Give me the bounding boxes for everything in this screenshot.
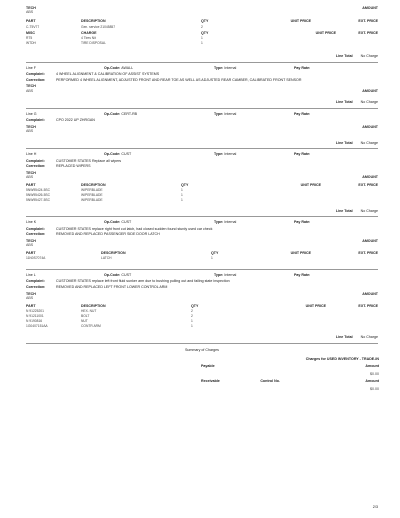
divider — [26, 216, 378, 217]
tech-header: TECH — [26, 170, 36, 175]
charges-header: Charges for USED INVENTORY - TRADE-IN — [305, 356, 379, 361]
line-header: Line G Op-Code: CERT-RB Type: Internal Pay Rate: — [26, 111, 311, 116]
amount-label: AMOUNT — [362, 6, 378, 10]
line-total: Line Total No Charge — [335, 208, 378, 213]
line-total: Line Total No Charge — [335, 54, 378, 59]
table-row: 5NW95426-5SC WIPERBLADE 1 — [26, 193, 183, 198]
control-label: Control No. — [260, 379, 280, 384]
tech-header — [26, 6, 378, 10]
parts-header: PART DESCRIPTION QTY UNIT PRICE EXT. PRICE — [26, 251, 378, 256]
line-header: Line L Op-Code: CUST Type: Internal Pay Rate: — [26, 272, 311, 277]
summary-box — [201, 355, 379, 392]
amount-label: Amount — [365, 379, 379, 384]
parts-header: PART DESCRIPTION QTY UNIT PRICE EXT. PRICE — [26, 303, 378, 308]
table-row: 5NW95424-5SC WIPERBLADE 1 — [26, 188, 183, 193]
amount-label: Amount — [365, 364, 379, 369]
complaint-row: Complaint: CPO 2022 UP ZHRGAN — [26, 118, 95, 123]
receivable-label: Receivable — [201, 379, 220, 384]
table-row: N 9190816 NUT 1 — [26, 319, 193, 324]
tech-header: TECH AMOUNT — [26, 124, 378, 129]
misc-header: MISC CHARGE QTY UNIT PRICE EXT. PRICE — [26, 30, 378, 35]
correction-row: Correction: REMOVED AND REPLACED PASSENGER SIDE DOOR LATCH — [26, 232, 160, 237]
summary-title: Summary of Charges — [185, 347, 219, 352]
parts-header: PART DESCRIPTION QTY UNIT PRICE EXT. PRICE — [26, 183, 378, 188]
tech-header: TECH — [26, 84, 36, 89]
tech-label: TECH — [26, 6, 36, 10]
correction-row: Correction: PERFORMED 4 WHEEL ALIGNMENT, ADJUSTED FRONT AND REAR TOE AS WELL AS ADJUSTED REAR CAMBER, CALIBRATED FRONT SENSOR — [26, 77, 302, 82]
table-row: C-T5V77 Gen. service 21045857 2 — [26, 24, 203, 29]
divider — [26, 108, 378, 109]
divider — [26, 62, 378, 63]
table-row: WTDH TIRE DISPOSAL 1 — [26, 40, 203, 45]
line-total: Line Total No Charge — [335, 100, 378, 105]
line-total: Line Total No Charge — [335, 335, 378, 340]
line-header: Line F Op-Code: AWALL Type: Internal Pay Rate: — [26, 65, 311, 70]
tech-header: TECH AMOUNT — [26, 238, 378, 243]
tech-value: ABS — [26, 10, 34, 15]
table-row: N 91211001 BOLT 2 — [26, 314, 193, 319]
line-header: Line H Op-Code: CUST Type: Internal Pay Rate: — [26, 152, 311, 157]
line-total: Line Total No Charge — [335, 140, 378, 145]
complaint-row: Complaint: CUSTOMER STATES replace right front cut latch, had closed sudden found sturdy used car check — [26, 226, 213, 231]
payable-value: $0.00 — [369, 371, 379, 376]
tech-header: TECH AMOUNT — [26, 291, 378, 296]
table-row: 1G0407151AA CONTR ARM 1 — [26, 323, 193, 328]
table-row: RT5 4 Tires Nit 1 — [26, 35, 203, 40]
line-header: Line K Op-Code: CUST Type: Internal Pay Rate: — [26, 220, 311, 225]
table-row: 11N0S7074A LATCH 1 — [26, 256, 213, 261]
table-row: 5NW95427-5SC WIPERBLADE 1 — [26, 198, 183, 203]
divider — [26, 343, 378, 344]
correction-row: Correction: REPLACED WIPERS — [26, 164, 91, 169]
table-row: N 91225201 HEX. NUT 2 — [26, 309, 193, 314]
parts-header: PART DESCRIPTION QTY UNIT PRICE EXT. PRICE — [26, 19, 378, 24]
invoice-page: TECH AMOUNT ABS PART DESCRIPTION QTY UNIT PRICE EXT. PRICE C-T5V77 Gen. service 21045857 2 MISC CHARGE QTY UNIT PRICE EXT. PRICE RT5 4 Tires Nit 1 WTDH TIRE DISPOSAL 1 Line Total No Charge Line F Op-Code: AWALL Type: Internal Pay Rate: Complaint: 4 WHEEL ALIGNMENT & CALIBRATION OF ASSIST SYSTEMS Correction: PERFORMED 4 WHEEL ALIGNMENT, ADJUSTED FRONT AND REAR TOE AS WELL AS ADJUSTED REAR CAMBER, CALIBRATED FRONT SENSOR TECH ABS AMOUNT Line Total No Charge Line G Op-Code: CERT-RB Type: Internal Pay Rate: Complaint: CPO 2022 UP ZHRGAN TECH AMOUNT ABS Line Total No Charge Line H Op-Code: CUST Type: Internal Pay Rate: Complaint: CUSTOMER STATES Replace all wipers Correction: REPLACED WIPERS TECH ABS AMOUNT PART DESCRIPTION QTY UNIT PRICE EXT. PRICE 5NW95424-5SC WIPERBLADE 1 5NW95426-5SC WIPERBLADE 1 5NW95427-5SC WIPERBLADE 1 Line Total No Charge Line K Op-Code: CUST Type: Internal Pay Rate: Complaint: CUSTOMER STATES replace right front cut latch, had closed sudden found sturdy used car check Correction: REMOVED AND REPLACED PASSENGER SIDE DOOR LATCH TECH AMOUNT ABS PART DESCRIPTION QTY UNIT PRICE EXT. PRICE 11N0S7074A LATCH 1 Line L Op-Code: CUST Type: Internal Pay Rate: Complaint: CUSTOMER STATES replace left front fluid sunker arm due to bushing pulling out and failing state inspection Correction: REMOVED AND REPLACED LEFT FRONT LOWER CONTROL ARM TECH AMOUNT ABS PART DESCRIPTION QTY UNIT PRICE EXT. PRICE N 91225201 HEX. NUT 2 N 91211001 BOLT 2 N 9190816 NUT 1 1G0407151AA CONTR ARM 1 Line Total No Charge Summary of Charges Charges for USED INVENTORY - TRADE-IN Payable Amount $0.00 Receivable Control No. Amount $0.00 2/3 — [26, 6, 379, 510]
payable-label: Payable — [201, 364, 215, 369]
page-number: 2/3 — [372, 505, 378, 510]
complaint-row: Complaint: CUSTOMER STATES replace left front fluid sunker arm due to bushing pulling out and failing state inspection — [26, 279, 230, 284]
complaint-row: Complaint: CUSTOMER STATES Replace all wipers — [26, 158, 122, 163]
receivable-value: $0.00 — [369, 386, 379, 391]
divider — [26, 269, 378, 270]
correction-row: Correction: REMOVED AND REPLACED LEFT FRONT LOWER CONTROL ARM — [26, 285, 168, 290]
summary-of-charges — [26, 348, 378, 393]
complaint-row: Complaint: 4 WHEEL ALIGNMENT & CALIBRATION OF ASSIST SYSTEMS — [26, 72, 160, 77]
divider — [26, 148, 378, 149]
